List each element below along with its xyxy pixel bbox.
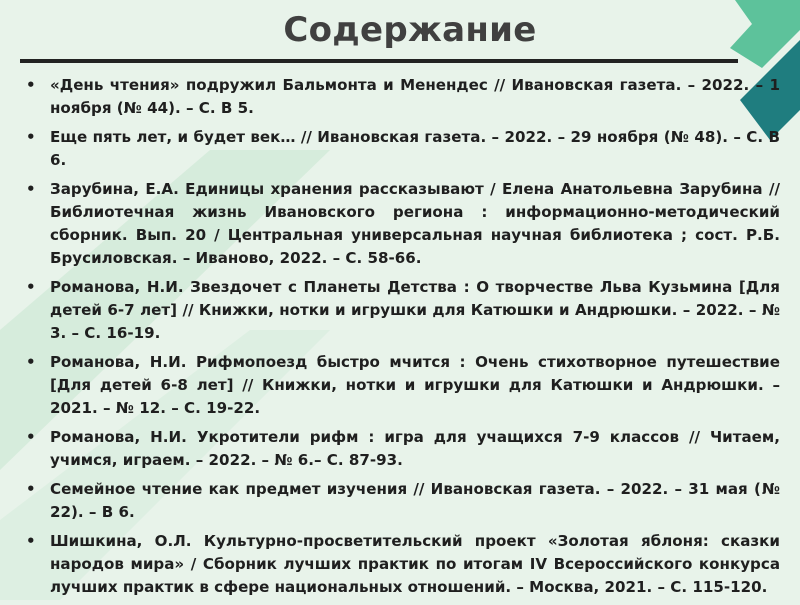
list-item-text: Романова, Н.И. Звездочет с Планеты Детства : О творчестве Льва Кузьмина [Для детей 6-7 лет] // Книжки, нотки и игрушки для Катюшки и Андрюшки. – 2022. – № 3. – С. 16-19. [50, 278, 780, 342]
list-item-text: Шишкина, О.Л. Культурно-просветительский проект «Золотая яблоня: сказки народов мира» / Сборник лучших практик по итогам IV Всероссийского конкурса лучших практик в сфере национальных отношений. – Москва, 2021. – С. 115-120. [50, 532, 780, 596]
list-item-text: Еще пять лет, и будет век… // Ивановская газета. – 2022. – 29 ноября (№ 48). – С. В 6. [50, 128, 780, 169]
list-item [22, 351, 780, 420]
list-item [22, 478, 780, 524]
bullet-icon: • [26, 180, 36, 198]
list-item-text: Зарубина, Е.А. Единицы хранения рассказывают / Елена Анатольевна Зарубина // Библиотечная жизнь Ивановского региона : информационно-методический сборник. Вып. 20 / Центральная универсальная научная библиотека ; сост. Р.Б. Брусиловская. – Иваново, 2022. – С. 58-66. [50, 180, 780, 267]
list-item-text: Романова, Н.И. Укротители рифм : игра для учащихся 7-9 классов // Читаем, учимся, играем. – 2022. – № 6.– С. 87-93. [50, 428, 780, 469]
bullet-icon: • [26, 353, 36, 371]
list-item [22, 126, 780, 172]
list-item [22, 426, 780, 472]
bullet-icon: • [26, 128, 36, 146]
bibliography-list [22, 74, 780, 605]
list-item [22, 178, 780, 270]
list-item [22, 74, 780, 120]
bullet-icon: • [26, 428, 36, 446]
list-item-text: Семейное чтение как предмет изучения // Ивановская газета. – 2022. – 31 мая (№ 22). – В 6. [50, 480, 780, 521]
list-item [22, 530, 780, 599]
bullet-icon: • [26, 480, 36, 498]
title-underline [20, 59, 738, 63]
bullet-icon: • [26, 532, 36, 550]
slide-title: Содержание [283, 10, 537, 50]
bullet-icon: • [26, 76, 36, 94]
list-item-text: Романова, Н.И. Рифмопоезд быстро мчится : Очень стихотворное путешествие [Для детей 6-8 лет] // Книжки, нотки и игрушки для Катюшки и Андрюшки. – 2021. – № 12. – С. 19-22. [50, 353, 780, 417]
bullet-icon: • [26, 278, 36, 296]
list-item-text: «День чтения» подружил Бальмонта и Менендес // Ивановская газета. – 2022. – 1 ноября (№ 44). – С. В 5. [50, 76, 780, 117]
list-item [22, 276, 780, 345]
